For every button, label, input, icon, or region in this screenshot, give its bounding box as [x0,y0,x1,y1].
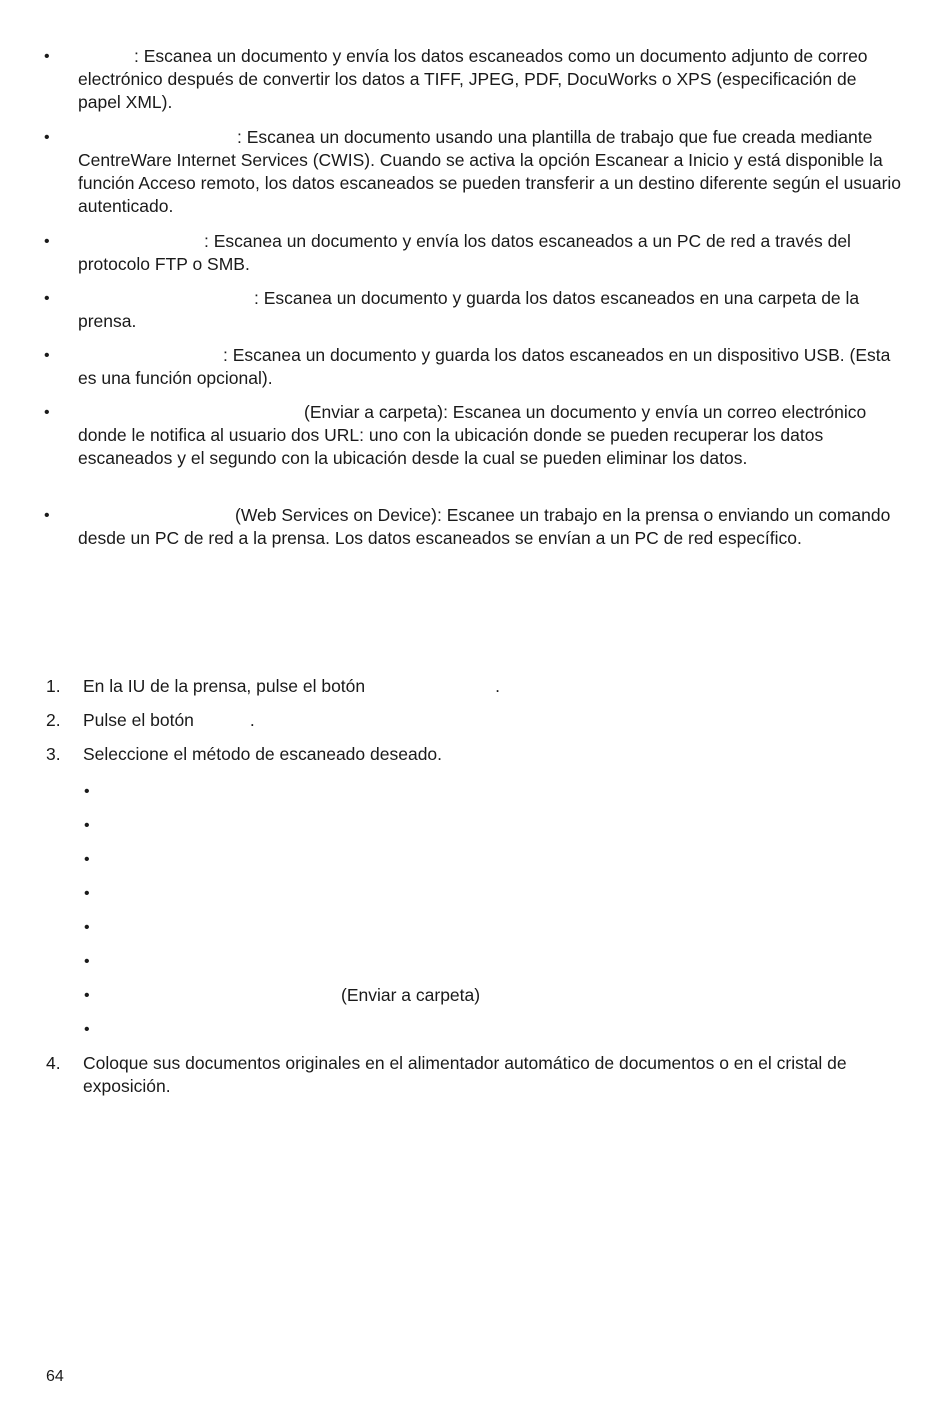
bullet-dot: • [44,129,50,146]
step-text: Seleccione el método de escaneado deseado. [83,744,443,764]
step-number: 1. [46,676,61,696]
sub-option: • [84,851,90,868]
sub-option: • [84,817,90,834]
step-text: Pulse el botón [83,710,194,730]
bullet-dot: • [44,347,50,364]
bullet-text: (Enviar a carpeta): Escanea un documento y envía un correo electrónico donde le notifica al usuario dos URL: uno con la ubicación donde se pueden recuperar los datos escaneados y el segundo con la ubicación desde la cual se pueden eliminar los datos. [78,402,867,468]
bullet-scan-to-pc [44,230,904,276]
bullet-dot: • [44,404,50,421]
sub-option: • [84,783,90,800]
bullet-wsd [44,504,904,550]
bullet-text: : Escanea un documento y guarda los datos escaneados en un dispositivo USB. (Esta es una función opcional). [78,345,891,388]
step-number: 3. [46,744,61,764]
sub-option: • (Enviar a carpeta) [84,985,481,1005]
bullet-job-template [44,126,904,218]
sub-option: • [84,953,90,970]
bullet-store-to-folder [44,287,904,333]
sub-option: • [84,1021,90,1038]
step-tail: . [495,676,501,696]
step-number: 4. [46,1053,61,1073]
sub-option: • [84,919,90,936]
bullet-email [44,45,904,114]
bullet-dot: • [44,507,50,524]
step-text: En la IU de la prensa, pulse el botón [83,676,366,696]
page-number: 64 [46,1368,64,1385]
bullet-send-to-folder [44,401,904,470]
bullet-dot: • [44,233,50,250]
step-1 [46,675,906,698]
bullet-text: (Web Services on Device): Escanee un trabajo en la prensa o enviando un comando desde un PC de red a la prensa. Los datos escaneados se envían a un PC de red específico. [78,505,891,548]
step-text: Coloque sus documentos originales en el alimentador automático de documentos o en el cristal de exposición. [83,1053,847,1096]
step-4 [46,1052,906,1098]
bullet-dot: • [44,48,50,65]
bullet-text: : Escanea un documento y envía los datos escaneados a un PC de red a través del protocolo FTP o SMB. [78,231,851,274]
bullet-text: : Escanea un documento usando una plantilla de trabajo que fue creada mediante CentreWare Internet Services (CWIS). Cuando se activa la opción Escanear a Inicio y está disponible la función Acceso remoto, los datos escaneados se pueden transferir a un destino diferente según el usuario autenticado. [78,127,902,216]
bullet-text: : Escanea un documento y guarda los datos escaneados en una carpeta de la prensa. [78,288,860,331]
step-number: 2. [46,710,61,730]
sub-option: • [84,885,90,902]
bullet-store-to-usb [44,344,904,390]
step-2 [46,709,906,732]
bullet-dot: • [44,290,50,307]
bullet-text: : Escanea un documento y envía los datos escaneados como un documento adjunto de correo electrónico después de convertir los datos a TIFF, JPEG, PDF, DocuWorks o XPS (especificación de papel XML). [78,46,868,112]
step-tail: . [249,710,255,730]
step-3 [46,743,906,766]
sub-option-text: (Enviar a carpeta) [341,985,481,1005]
